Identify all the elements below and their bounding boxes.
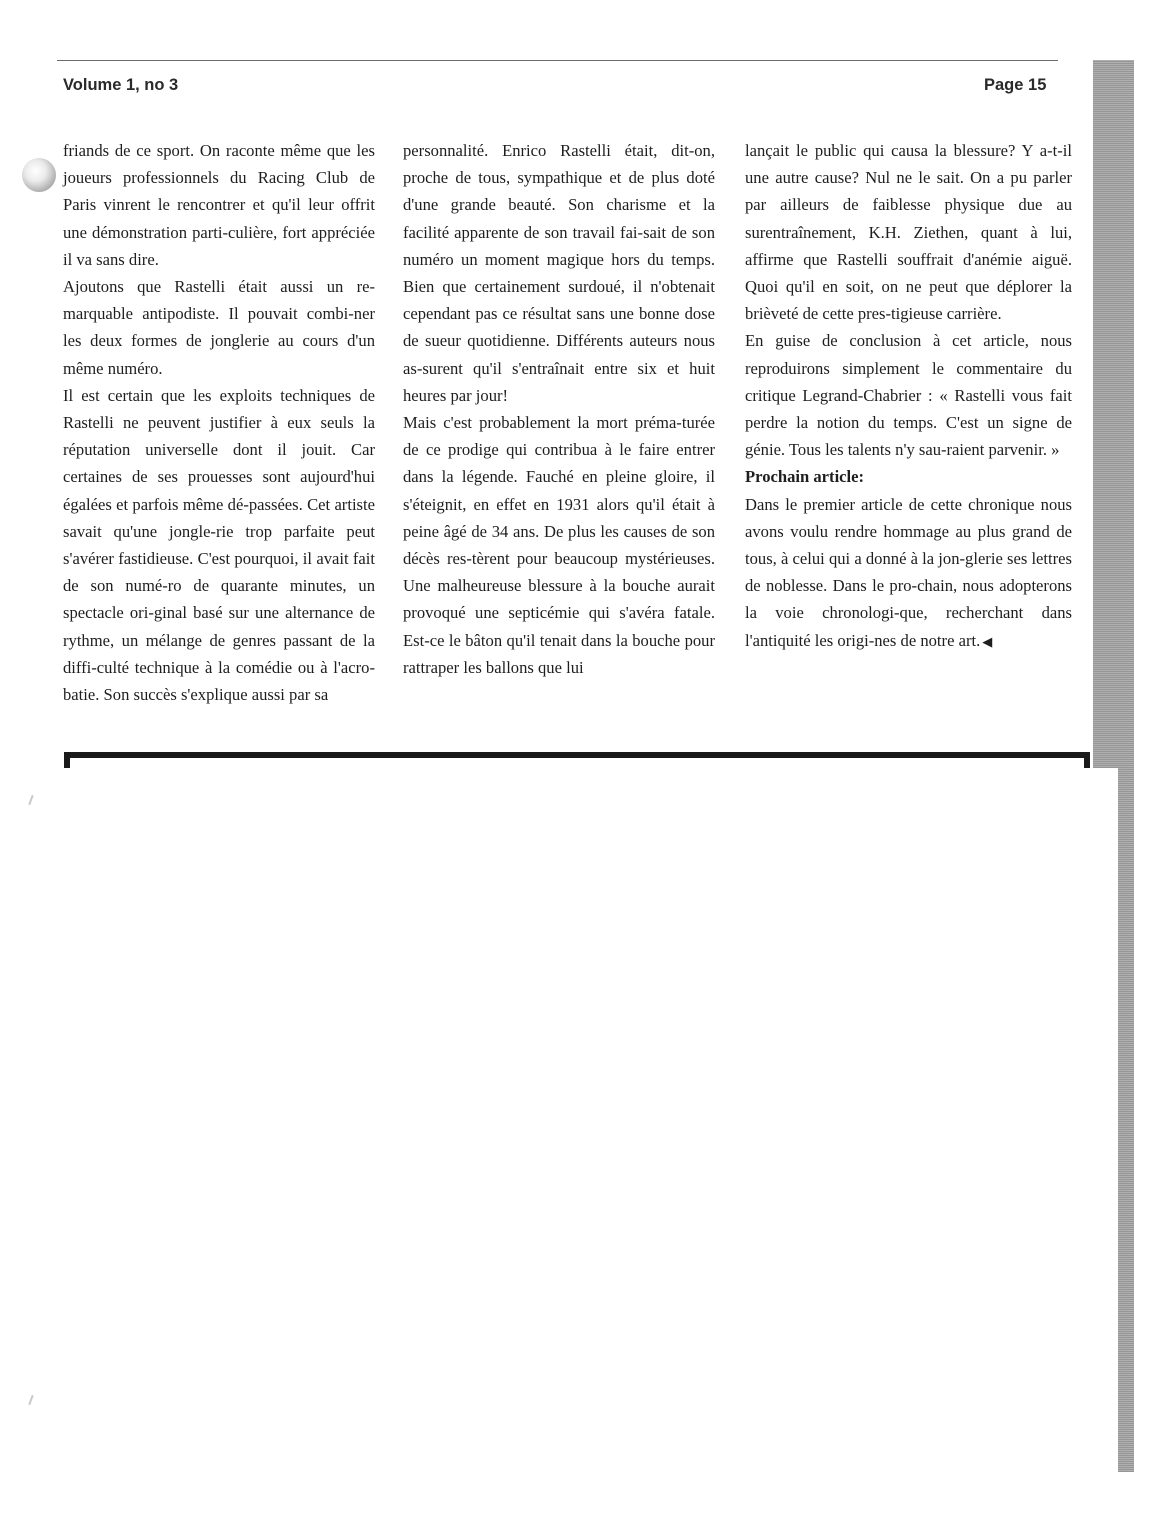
- header-rule: [57, 60, 1058, 61]
- end-of-article-icon: ◀: [982, 633, 993, 649]
- paragraph: Ajoutons que Rastelli était aussi un re-marquable antipodiste. Il pouvait combi-ner les deux formes de jonglerie au cours d'un même numéro.: [63, 277, 375, 378]
- paragraph: En guise de conclusion à cet article, nous reproduirons simplement le commentaire du critique Legrand-Chabrier : « Rastelli vous fait perdre la notion du temps. C'est un signe de génie. Tous les talents n'y sau-raient parvenir. »: [745, 331, 1072, 460]
- closing-text: Dans le premier article de cette chronique nous avons voulu rendre hommage au plus grand de tous, à celui qui a donné à la jon-glerie ses lettres de noblesse. Dans le pro-chain, nous adopterons la voie chronologi-que, recherchant dans l'antiquité les origi-nes de notre art.: [745, 494, 1072, 650]
- volume-label: Volume 1, no 3: [63, 76, 179, 94]
- juggling-ball-icon: [22, 158, 56, 192]
- paragraph: lançait le public qui causa la blessure? Y a-t-il une autre cause? Nul ne le sait. On a pu parler par ailleurs de faiblesse physique due au surentraînement, K.H. Ziethen, quant à lui, affirme que Rastelli souffrait d'anémie aiguë. Quoi qu'il en soit, on ne peut que déplorer la brièveté de cette pres-tigieuse carrière.: [745, 141, 1072, 324]
- paragraph: friands de ce sport. On raconte même que les joueurs professionnels du Racing Club de Paris vinrent le rencontrer et qu'il leur offrit une démonstration parti-culière, fort appréciée il va sans dire.: [63, 141, 375, 269]
- next-article-heading: Prochain article:: [745, 467, 865, 487]
- text-column-3: [745, 137, 1072, 655]
- paragraph: Il est certain que les exploits techniques de Rastelli ne peuvent justifier à eux seuls la réputation universelle dont il jouit. Car certaines de ses prouesses sont aujourd'hui égalées et parfois même dé-passées. Cet artiste savait qu'une jongle-rie trop parfaite peut s'avérer fastidieuse. C'est pourquoi, il avait fait de son numé-ro de quarante minutes, un spectacle ori-ginal basé sur une alternance de rythme, un mélange de genres passant de la diffi-culté technique à la comédie ou à l'acro-batie. Son succès s'explique aussi par sa: [63, 385, 375, 705]
- text-column-2: [403, 137, 715, 681]
- page-number: Page 15: [984, 76, 1047, 94]
- scan-speck: [28, 795, 33, 805]
- blank-region: [38, 768, 1118, 1536]
- paragraph: Mais c'est probablement la mort préma-turée de ce prodige qui contribua à le faire entrer dans la légende. Fauché en pleine gloire, il s'éteignit, en effet en 1931 alors qu'il était à peine âgé de 34 ans. De plus les causes de son décès res-tèrent pour beaucoup mystérieuses. Une malheureuse blessure à la bouche aurait provoqué une septicémie qui s'avéra fatale. Est-ce le bâton qu'il tenait dans la bouche pour rattraper les ballons que lui: [403, 413, 715, 677]
- box-frame-top: [64, 752, 1090, 758]
- text-column-1: [63, 137, 375, 708]
- paragraph: personnalité. Enrico Rastelli était, dit-on, proche de tous, sympathique et de plus doté d'une grande beauté. Son charisme et la facilité apparente de son travail fai-sait de son numéro un moment magique hors du temps. Bien que certainement surdoué, il n'obtenait cependant pas ce résultat sans une bonne dose de sueur quotidienne. Différents auteurs nous as-surent qu'il s'entraînait entre six et huit heures par jour!: [403, 141, 715, 405]
- closing-paragraph: [745, 491, 1072, 655]
- scan-speck: [28, 1395, 33, 1405]
